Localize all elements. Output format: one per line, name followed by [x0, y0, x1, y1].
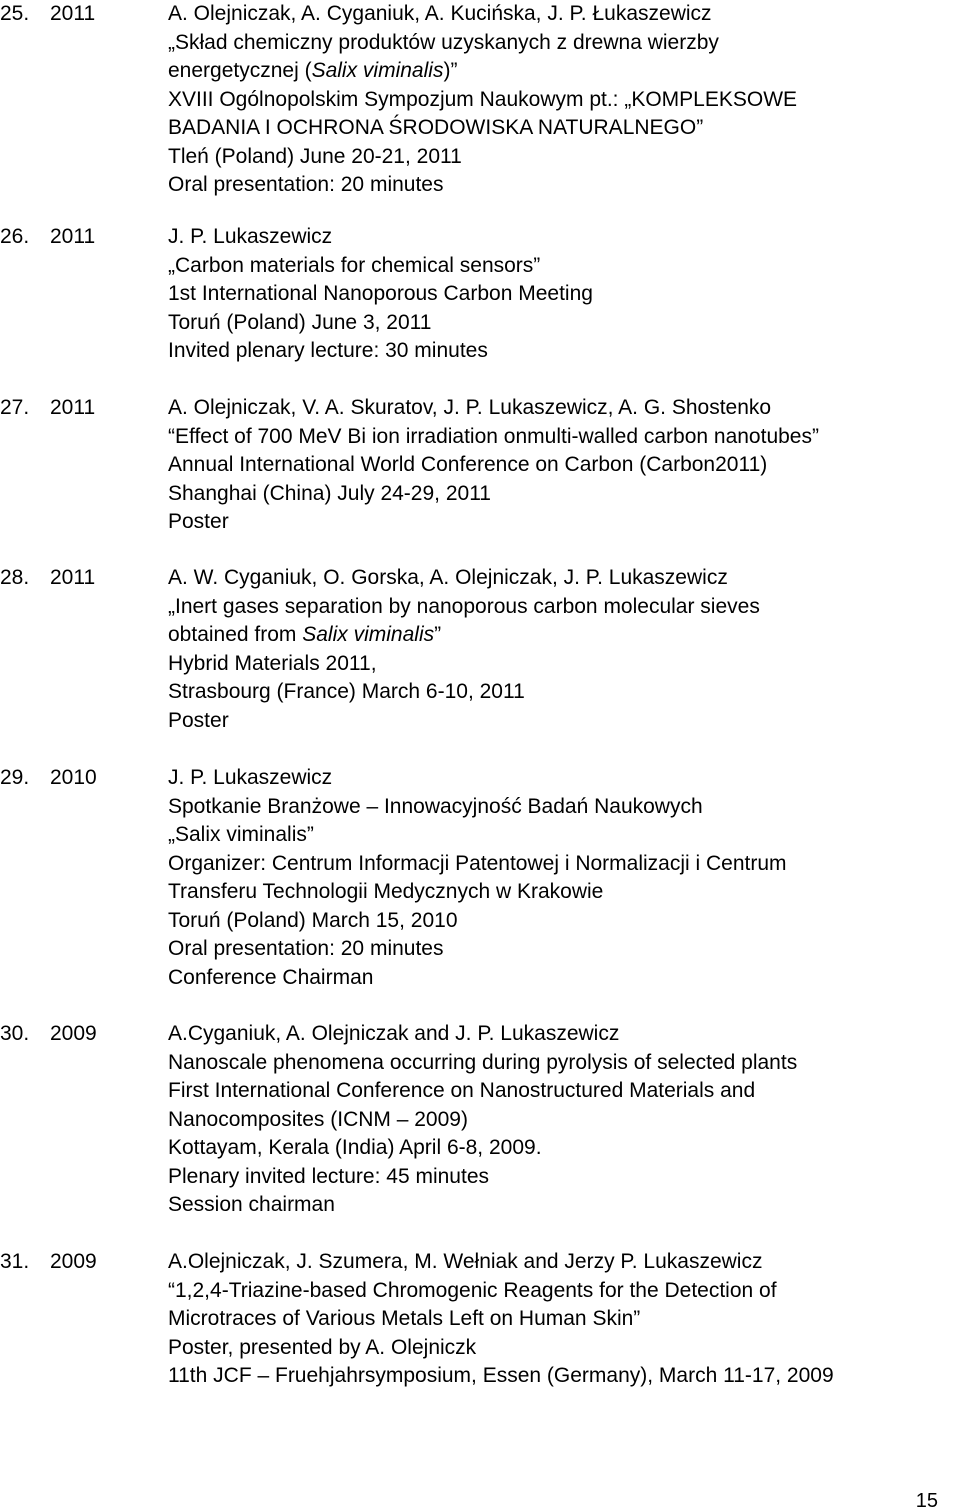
entry-line: Plenary invited lecture: 45 minutes	[168, 1164, 489, 1188]
entry-line: A. Olejniczak, A. Cyganiuk, A. Kucińska, J. P. Łukaszewicz	[168, 2, 712, 25]
entry-line: A.Olejniczak, J. Szumera, M. Wełniak and Jerzy P. Lukaszewicz	[168, 1250, 763, 1273]
entry-line: Annual International World Conference on Carbon (Carbon2011)	[168, 453, 768, 476]
entry-number: 31.	[0, 1250, 30, 1273]
entry-line: Session chairman	[168, 1193, 335, 1216]
entry-number: 27.	[0, 396, 30, 419]
text-span: obtained from	[168, 623, 303, 646]
entry-line: Conference Chairman	[168, 965, 374, 989]
entry-line: Oral presentation: 20 minutes	[168, 173, 444, 196]
entry-line	[168, 57, 958, 86]
entry-number: 26.	[0, 225, 30, 248]
entry-details	[168, 394, 958, 537]
italic-text: Salix viminalis	[311, 59, 444, 82]
entry-line: Poster	[168, 708, 229, 732]
entry-year: 2011	[50, 225, 96, 248]
page-number: 15	[915, 1490, 938, 1512]
entry-line: Oral presentation: 20 minutes	[168, 937, 444, 960]
entry-line: Nanoscale phenomena occurring during pyrolysis of selected plants	[168, 1050, 798, 1074]
entry-line: Poster	[168, 510, 229, 533]
entry-line: Toruń (Poland) March 15, 2010	[168, 908, 458, 932]
entry-number: 25.	[0, 2, 30, 25]
text-span: )”	[443, 59, 458, 82]
entry-line: Strasbourg (France) March 6-10, 2011	[168, 680, 525, 703]
entry-details	[168, 564, 958, 735]
entry-line: “1,2,4-Triazine-based Chromogenic Reagents for the Detection of	[168, 1278, 777, 1302]
entry-number: 28.	[0, 566, 30, 589]
entry-line: „Carbon materials for chemical sensors”	[168, 253, 541, 277]
entry-line	[168, 621, 958, 650]
text-span: ”	[434, 623, 442, 646]
entry-line: First International Conference on Nanostructured Materials and	[168, 1079, 756, 1102]
entry-line: J. P. Lukaszewicz	[168, 766, 333, 789]
entry-number: 29.	[0, 766, 30, 789]
entry-line: 1st International Nanoporous Carbon Meeting	[168, 282, 593, 305]
entry-line: Spotkanie Branżowe – Innowacyjność Badań Naukowych	[168, 794, 703, 818]
entry-year: 2009	[50, 1250, 97, 1273]
entry-details	[168, 0, 958, 200]
entry-year: 2011	[50, 566, 96, 589]
entry-line: „Salix viminalis”	[168, 823, 314, 846]
entry-line: Hybrid Materials 2011,	[168, 651, 377, 675]
entry-line: Toruń (Poland) June 3, 2011	[168, 310, 432, 334]
entry-year: 2010	[50, 766, 97, 789]
text-span: „Skład chemiczny produktów uzyskanych z drewna wierzby	[168, 30, 719, 54]
entry-details	[168, 223, 958, 366]
entry-line: Shanghai (China) July 24-29, 2011	[168, 481, 491, 505]
entry-line: Microtraces of Various Metals Left on Human Skin”	[168, 1307, 641, 1330]
entry-line: Transferu Technologii Medycznych w Krakowie	[168, 880, 604, 903]
entry-line: Tleń (Poland) June 20-21, 2011	[168, 144, 462, 168]
entry-line: “Effect of 700 MeV Bi ion irradiation onmulti-walled carbon nanotubes”	[168, 424, 819, 448]
entry-line: „Inert gases separation by nanoporous carbon molecular sieves	[168, 594, 760, 618]
entry-line: A. W. Cyganiuk, O. Gorska, A. Olejniczak, J. P. Lukaszewicz	[168, 566, 728, 589]
entry-year: 2011	[50, 2, 96, 25]
entry-details	[168, 764, 958, 992]
entry-line: BADANIA I OCHRONA ŚRODOWISKA NATURALNEGO”	[168, 116, 704, 139]
entry-line: Nanocomposites (ICNM – 2009)	[168, 1107, 468, 1131]
text-span: energetycznej (	[168, 59, 312, 82]
entry-line	[168, 29, 958, 58]
entry-line: Poster, presented by A. Olejniczk	[168, 1335, 477, 1359]
entry-line: 11th JCF – Fruehjahrsymposium, Essen (Germany), March 11-17, 2009	[168, 1364, 834, 1387]
entry-line: A. Olejniczak, V. A. Skuratov, J. P. Lukaszewicz, A. G. Shostenko	[168, 396, 772, 419]
entry-line: XVIII Ogólnopolskim Sympozjum Naukowym pt.: „KOMPLEKSOWE	[168, 87, 798, 111]
entry-details	[168, 1020, 958, 1220]
entry-line: Kottayam, Kerala (India) April 6-8, 2009.	[168, 1136, 542, 1159]
entry-line: Invited plenary lecture: 30 minutes	[168, 339, 488, 362]
italic-text: Salix viminalis	[302, 623, 435, 646]
entry-number: 30.	[0, 1022, 30, 1045]
entry-line: J. P. Lukaszewicz	[168, 225, 333, 248]
entry-year: 2011	[50, 396, 96, 419]
entry-line: A.Cyganiuk, A. Olejniczak and J. P. Lukaszewicz	[168, 1022, 620, 1045]
entry-details	[168, 1248, 958, 1391]
entry-year: 2009	[50, 1022, 97, 1045]
entry-line: Organizer: Centrum Informacji Patentowej i Normalizacji i Centrum	[168, 851, 787, 875]
